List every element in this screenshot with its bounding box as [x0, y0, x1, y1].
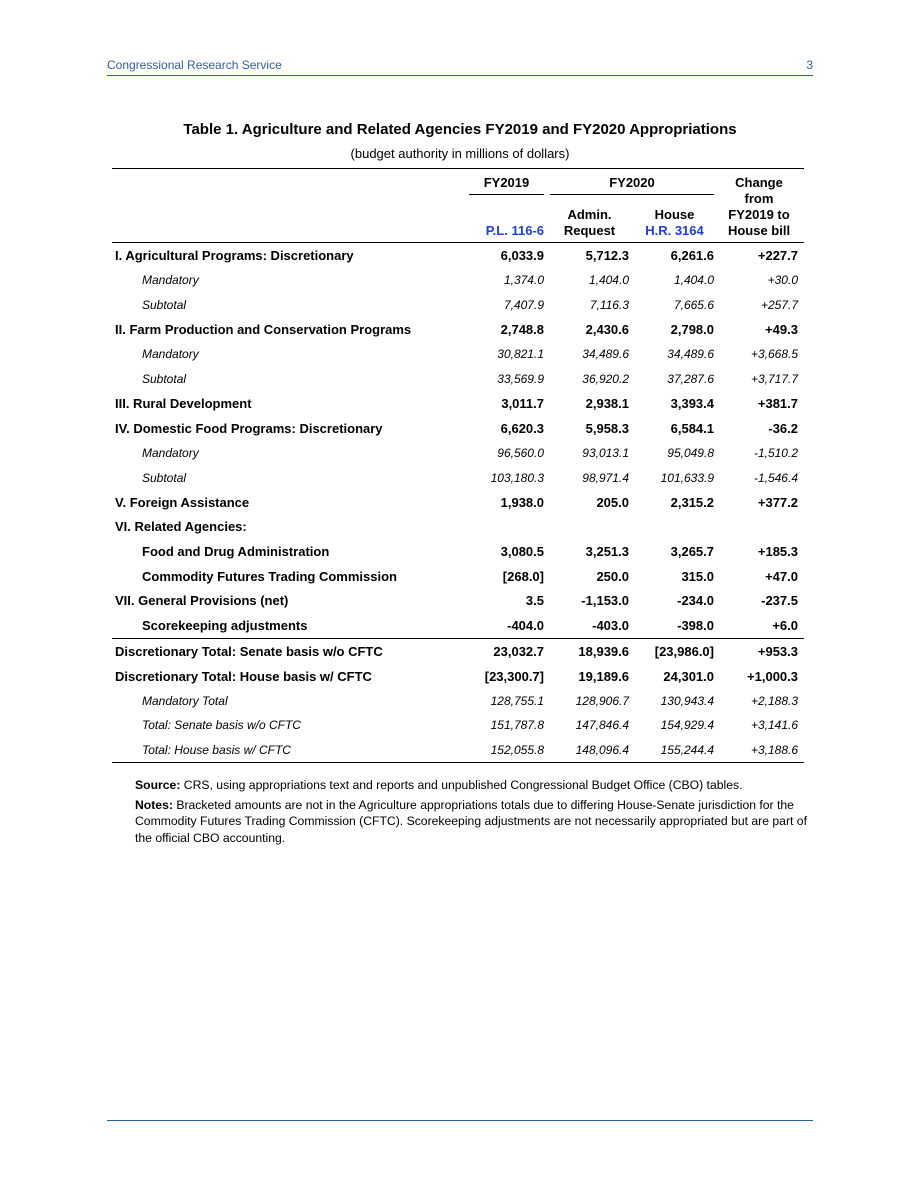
cell-admin-request: 19,189.6	[578, 668, 629, 684]
cell-fy2019: 2,748.8	[500, 321, 544, 337]
header-admin-request: Admin. Request	[563, 207, 616, 238]
table-row	[112, 441, 804, 466]
table-row	[112, 366, 804, 391]
cell-change: +47.0	[765, 568, 798, 584]
table-notes	[135, 777, 807, 850]
row-label: Scorekeeping adjustments	[142, 618, 308, 634]
appropriations-table	[112, 168, 804, 763]
row-label: I. Agricultural Programs: Discretionary	[115, 247, 354, 263]
cell-change: -36.2	[768, 420, 798, 436]
page-header	[107, 58, 813, 76]
table-row	[112, 342, 804, 367]
cell-house: 24,301.0	[663, 668, 714, 684]
cell-change: +6.0	[772, 618, 798, 634]
cell-fy2019: 1,374.0	[503, 273, 544, 288]
row-label: Subtotal	[142, 371, 187, 386]
cell-fy2019: 3,011.7	[501, 395, 544, 411]
source-note: Source: CRS, using appropriations text and reports and unpublished Congressional Budget Office (CBO) tables.	[135, 778, 743, 792]
cell-change: +3,188.6	[720, 738, 804, 763]
header-org: Congressional Research Service	[107, 58, 282, 72]
cell-admin-request: 34,489.6	[582, 347, 629, 362]
row-label: III. Rural Development	[115, 395, 252, 411]
cell-fy2019: 6,033.9	[500, 247, 544, 263]
cell-change	[720, 515, 804, 540]
cell-change: +227.7	[757, 247, 798, 263]
table-row	[112, 713, 804, 738]
notes-text: Notes: Bracketed amounts are not in the Agriculture appropriations totals due to differing House-Senate jurisdiction for the Commodity Futures Trading Commission (CFTC). Scorekeeping adjustments are not necessarily appropriated but are part of the official CBO accounting.	[135, 798, 807, 845]
cell-change: +1,000.3	[747, 668, 798, 684]
table-row	[112, 391, 804, 416]
header-house: House H.R. 3164	[635, 200, 720, 239]
cell-admin-request: 5,712.3	[585, 247, 629, 263]
cell-admin-request: 250.0	[596, 568, 629, 584]
row-label: VI. Related Agencies:	[115, 519, 247, 535]
row-label: II. Farm Production and Conservation Programs	[115, 321, 412, 337]
table-row	[112, 639, 804, 664]
cell-fy2019: 6,620.3	[500, 420, 544, 436]
row-label: Mandatory	[142, 347, 199, 362]
cell-house: 7,665.6	[673, 297, 714, 312]
table-row	[112, 539, 804, 564]
cell-change: +2,188.3	[750, 693, 798, 708]
cell-house: 130,943.4	[660, 693, 714, 708]
cell-change: +953.3	[720, 639, 804, 664]
cell-house: 34,489.6	[667, 347, 714, 362]
cell-fy2019: 7,407.9	[503, 297, 544, 312]
row-label: Discretionary Total: House basis w/ CFTC	[115, 668, 372, 684]
row-label: VII. General Provisions (net)	[115, 593, 289, 609]
cell-change: +3,141.6	[750, 718, 798, 733]
table-row	[112, 688, 804, 713]
table-row	[112, 416, 804, 441]
cell-fy2019: [268.0]	[502, 568, 544, 584]
cell-fy2019: -404.0	[507, 618, 544, 634]
cell-house: 3,393.4	[670, 395, 714, 411]
cell-admin-request: -1,153.0	[581, 593, 629, 609]
cell-admin-request: -403.0	[592, 618, 629, 634]
cell-admin-request: 5,958.3	[585, 420, 629, 436]
cell-house: 3,265.7	[670, 544, 714, 560]
cell-house: 315.0	[681, 568, 714, 584]
cell-admin-request: 3,251.3	[585, 544, 629, 560]
cell-house	[635, 515, 720, 540]
cell-house: -234.0	[677, 593, 714, 609]
row-label: Mandatory Total	[142, 693, 228, 708]
cell-change: +3,668.5	[750, 347, 798, 362]
row-label: Mandatory	[142, 273, 199, 288]
cell-house: 6,261.6	[670, 247, 714, 263]
table-body	[112, 243, 804, 763]
cell-admin-request: 128,906.7	[575, 693, 629, 708]
cell-change: -1,510.2	[753, 445, 798, 460]
pl-116-6-link[interactable]: P.L. 116-6	[485, 223, 544, 238]
cell-change: -237.5	[761, 593, 798, 609]
row-label: Total: Senate basis w/o CFTC	[142, 718, 301, 733]
header-fy2020: FY2020	[550, 175, 714, 195]
cell-fy2019: 151,787.8	[490, 718, 544, 733]
cell-fy2019: 152,055.8	[469, 738, 550, 763]
cell-change: -1,546.4	[753, 470, 798, 485]
cell-admin-request: 98,971.4	[582, 470, 629, 485]
table-row	[112, 292, 804, 317]
cell-change: +381.7	[757, 395, 798, 411]
cell-admin-request: 93,013.1	[582, 445, 629, 460]
table-row	[112, 515, 804, 540]
cell-fy2019: 96,560.0	[497, 445, 544, 460]
row-label: V. Foreign Assistance	[115, 494, 250, 510]
row-label: Total: House basis w/ CFTC	[112, 738, 469, 763]
row-label: Food and Drug Administration	[142, 544, 330, 560]
cell-fy2019: 103,180.3	[490, 470, 544, 485]
table-row	[112, 664, 804, 689]
cell-admin-request: 1,404.0	[588, 273, 629, 288]
cell-change: +377.2	[757, 494, 798, 510]
cell-admin-request: 148,096.4	[550, 738, 635, 763]
cell-change: +49.3	[765, 321, 798, 337]
cell-house: [23,986.0]	[635, 639, 720, 664]
table-title: Table 1. Agriculture and Related Agencies FY2019 and FY2020 Appropriations	[183, 121, 737, 138]
cell-fy2019: [23,300.7]	[484, 668, 544, 684]
cell-fy2019: 30,821.1	[497, 347, 544, 362]
cell-admin-request: 205.0	[596, 494, 629, 510]
cell-admin-request	[550, 515, 635, 540]
cell-house: 101,633.9	[660, 470, 714, 485]
cell-fy2019: 1,938.0	[500, 494, 544, 510]
table-row	[112, 738, 804, 763]
footer-rule	[107, 1120, 813, 1121]
cell-change: +257.7	[760, 297, 798, 312]
cell-house: 95,049.8	[667, 445, 714, 460]
cell-house: 1,404.0	[673, 273, 714, 288]
cell-admin-request: 2,938.1	[585, 395, 629, 411]
hr-3164-link[interactable]: H.R. 3164	[645, 223, 704, 238]
cell-admin-request: 18,939.6	[550, 639, 635, 664]
cell-fy2019	[469, 515, 550, 540]
table-row	[112, 243, 804, 268]
row-label: Subtotal	[142, 297, 187, 312]
table-row	[112, 490, 804, 515]
cell-fy2019: 128,755.1	[490, 693, 544, 708]
cell-house: 154,929.4	[660, 718, 714, 733]
table-row	[112, 465, 804, 490]
cell-house: 37,287.6	[667, 371, 714, 386]
cell-house: 2,798.0	[670, 321, 714, 337]
cell-house: -398.0	[677, 618, 714, 634]
table-row	[112, 613, 804, 638]
cell-fy2019: 23,032.7	[469, 639, 550, 664]
table-row	[112, 564, 804, 589]
table-row	[112, 268, 804, 293]
cell-fy2019: 3.5	[525, 593, 544, 609]
cell-fy2019: 33,569.9	[497, 371, 544, 386]
cell-house: 6,584.1	[670, 420, 714, 436]
page-number: 3	[806, 58, 813, 72]
cell-admin-request: 2,430.6	[585, 321, 629, 337]
row-label: Subtotal	[142, 470, 187, 485]
cell-admin-request: 147,846.4	[575, 718, 629, 733]
table-row	[112, 317, 804, 342]
row-label: Commodity Futures Trading Commission	[142, 568, 397, 584]
cell-change: +185.3	[757, 544, 798, 560]
cell-change: +30.0	[767, 273, 798, 288]
cell-house: 155,244.4	[635, 738, 720, 763]
header-fy2019: FY2019	[469, 175, 544, 195]
table-row	[112, 589, 804, 614]
table-subtitle: (budget authority in millions of dollars)	[350, 146, 570, 161]
cell-fy2019: 3,080.5	[500, 544, 544, 560]
cell-house: 2,315.2	[670, 494, 714, 510]
cell-admin-request: 36,920.2	[582, 371, 629, 386]
row-label: Discretionary Total: Senate basis w/o CFTC	[112, 639, 469, 664]
cell-change: +3,717.7	[750, 371, 798, 386]
header-change: Change from FY2019 to House bill	[727, 175, 791, 238]
row-label: Mandatory	[142, 445, 199, 460]
cell-admin-request: 7,116.3	[589, 297, 629, 312]
row-label: IV. Domestic Food Programs: Discretionary	[115, 420, 383, 436]
